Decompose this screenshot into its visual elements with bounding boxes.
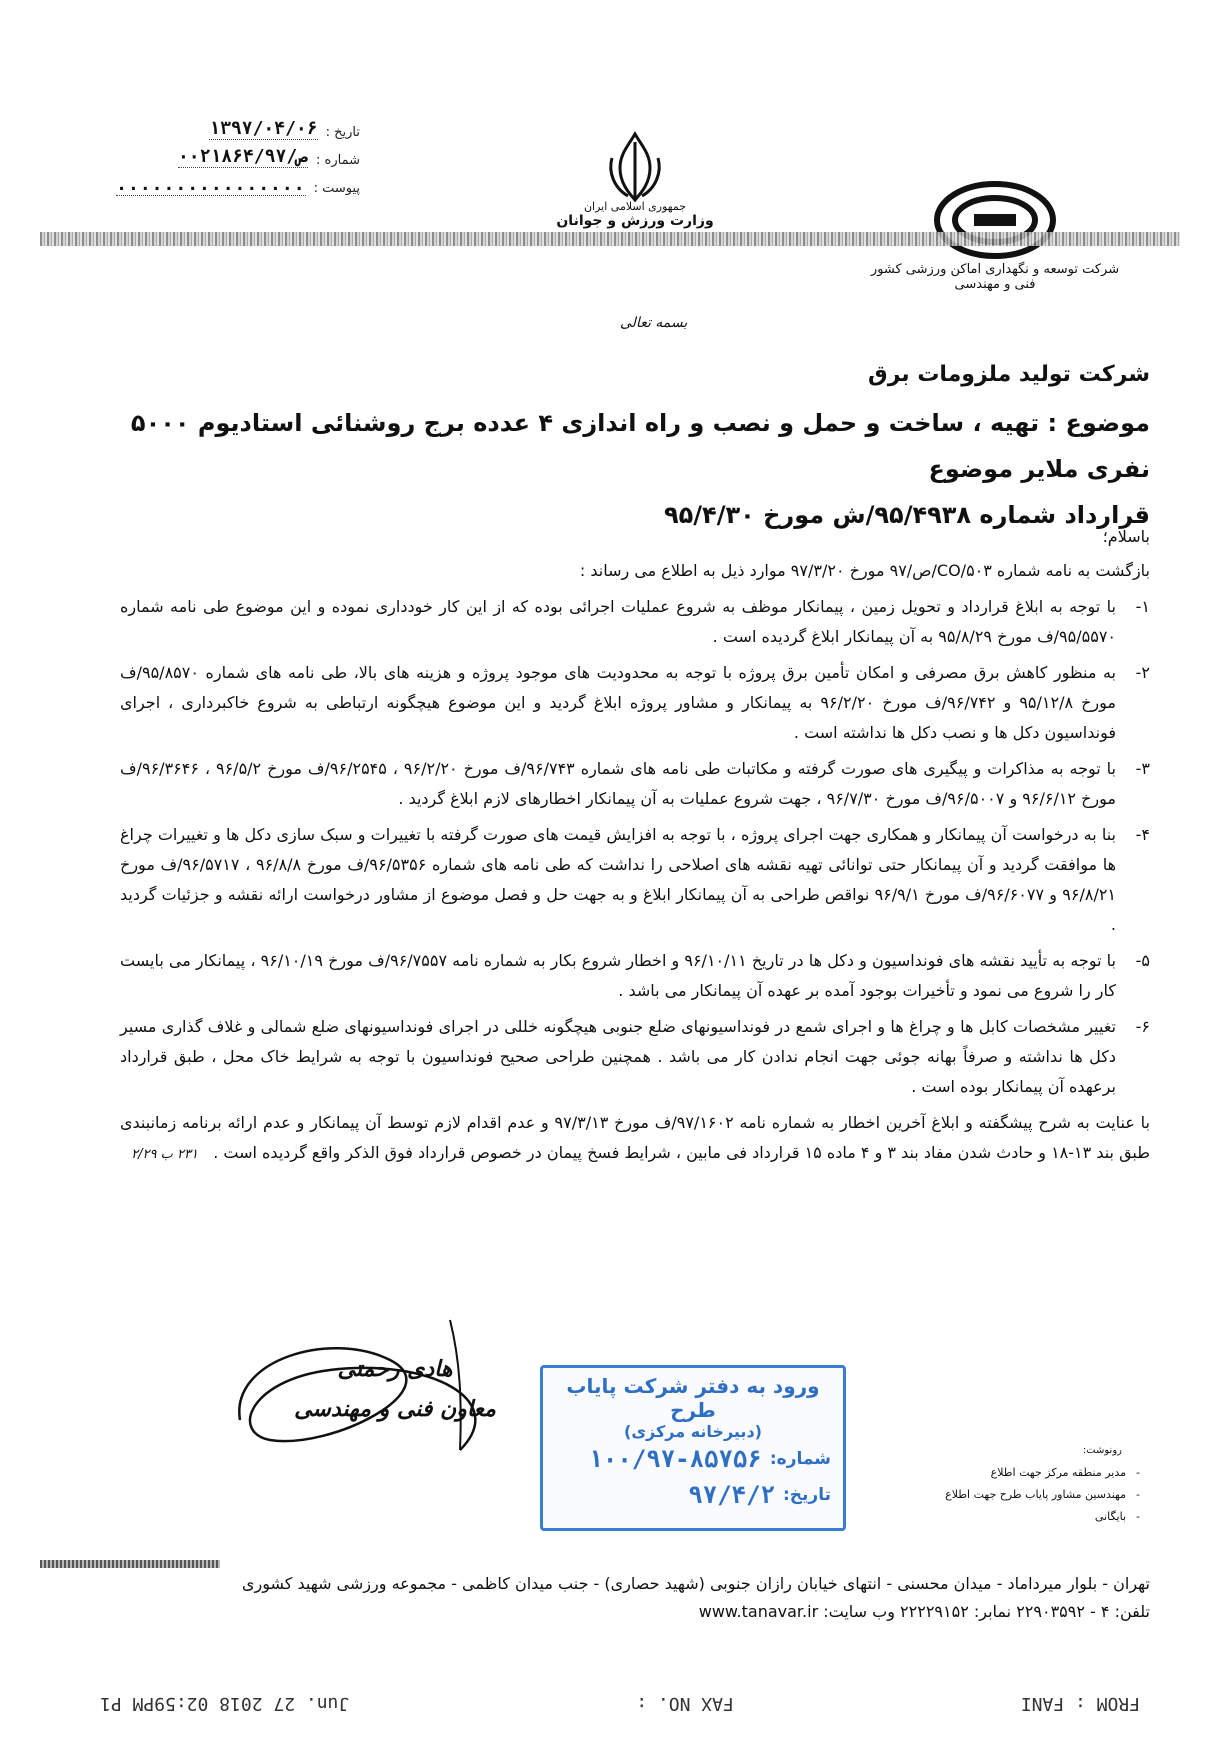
list-item (120, 1012, 1150, 1102)
list-item (120, 658, 1150, 748)
item-number: ۳- (1135, 759, 1150, 778)
item-number: ۲- (1135, 663, 1150, 682)
item-number: ۵- (1135, 951, 1150, 970)
list-item (120, 592, 1150, 652)
cc-item-text: بایگانی (1094, 1510, 1127, 1523)
footer-contact (110, 1598, 1150, 1626)
footer-phone: تلفن: ۴ - ۲۲۹۰۳۵۹۲ نمابر: ۲۲۲۲۹۱۵۲ وب سایت: (823, 1602, 1150, 1621)
company-block (860, 262, 1130, 292)
item-text: به منظور کاهش برق مصرفی و امکان تأمین برق پروژه با توجه به محدودیت های موجود پروژه و هزینه های بالا، طی نامه های شماره ۹۵/۸۵۷۰/ف مورخ ۹۵/۱۲/۸ و ۹۶/۷۴۲/ف مورخ ۹۶/۲/۲۰ به پیمانکار و مشاور پروژه ابلاغ گردید و این موضوع هیچگونه ارتباطی به شروع خاکبرداری ، اجرای فونداسیون دکل ها و نصب دکل ها نداشته است . (120, 663, 1116, 742)
ministry-sub: جمهوری اسلامی ایران (583, 200, 687, 213)
footer (110, 1570, 1150, 1626)
ministry-block (520, 200, 750, 229)
receipt-stamp (540, 1365, 846, 1531)
item-text: با توجه به ابلاغ قرارداد و تحویل زمین ، پیمانکار موظف به شروع عملیات اجرائی بوده که از این کار خودداری نموده و این موضوع طی نامه شماره ۹۵/۵۵۷۰/ف مورخ ۹۵/۸/۲۹ به آن پیمانکار ابلاغ گردیده است . (120, 597, 1116, 646)
stamp-number-row (543, 1441, 843, 1477)
stamp-subtitle: (دبیرخانه مرکزی) (624, 1422, 762, 1441)
list-item (120, 754, 1150, 814)
iran-emblem-icon (590, 128, 680, 208)
company-dept: فنی و مهندسی (954, 277, 1036, 292)
number-value: ۰۰۲۱۸۶۴/۹۷/ص (177, 146, 309, 167)
item-text: بنا به درخواست آن پیمانکار و همکاری جهت اجرای پروژه ، با توجه به افزایش قیمت های صورت گرفته با تغییرات و سبک سازی دکل ها و تغییرات چراغ ها موافقت گردید و آن پیمانکار حتی توانائی تهیه نقشه های اصلاحی را نداشت که طی نامه های شماره ۹۶/۵۳۵۶/ف مورخ ۹۶/۸/۸ ، ۹۶/۵۷۱۷/ف مورخ ۹۶/۸/۲۱ و ۹۶/۶۰۷۷/ف مورخ ۹۶/۹/۱ نواقص طراحی به آن پیمانکار ابلاغ و به جهت حل و فصل موضوع از مشاور درخواست ارائه نقشه و جزئیات گردید . (120, 825, 1117, 934)
items-list (120, 592, 1150, 1102)
closing-paragraph (120, 1108, 1150, 1170)
intro: بازگشت به نامه شماره CO/۵۰۳/ص/۹۷ مورخ ۹۷/۳/۲۰ موارد ذیل به اطلاع می رساند : (579, 561, 1150, 580)
attachment-label: پیوست : (313, 181, 360, 196)
stamp-number-label: شماره: (769, 1449, 831, 1469)
item-number: ۶- (1135, 1017, 1150, 1036)
subject (110, 400, 1150, 538)
cc-item: - مهندسین مشاور پایاب طرح جهت اطلاع (860, 1484, 1140, 1506)
stamp-date-label: تاریخ: (783, 1485, 831, 1505)
handwritten-note: ۲۳۱ ب ۲/۲۹ (131, 1147, 198, 1162)
cc-header: رونوشت: (1082, 1445, 1122, 1456)
footer-address: تهران - بلوار میرداماد - میدان محسنی - انتهای خیابان رازان جنوبی (شهید حصاری) - جنب میدان کاظمی - مجموعه ورزشی شهید کشوری (241, 1574, 1150, 1593)
fax-number: FAX NO. : (636, 1693, 734, 1714)
cc-item: - بایگانی (860, 1506, 1140, 1528)
list-item (120, 820, 1150, 940)
letter-meta (110, 112, 360, 196)
item-text: با توجه به تأیید نقشه های فونداسیون و دکل ها در تاریخ ۹۶/۱۰/۱۱ و اخطار شروع بکار به شماره نامه ۹۶/۷۵۵۷/ف مورخ ۹۶/۱۰/۱۹ ، پیمانکار می بایست کار را شروع می نمود و تأخیرات بوجود آمده بر عهده آن پیمانکار می باشد . (120, 951, 1116, 1000)
attachment-value: ................ (116, 174, 306, 195)
fax-header (100, 1690, 1140, 1714)
item-number: ۱- (1135, 597, 1150, 616)
bismillah: بسمه تعالی (620, 315, 688, 331)
letter-body (120, 522, 1150, 1170)
footer-website[interactable]: www.tanavar.ir (698, 1602, 819, 1621)
company-name: شرکت توسعه و نگهداری اماکن ورزشی کشور (870, 262, 1120, 277)
header-divider (40, 232, 1180, 246)
list-item (120, 946, 1150, 1006)
signature-block (270, 1350, 520, 1430)
fax-from: FROM : FANI (1020, 1693, 1140, 1714)
greeting: باسلام؛ (1102, 527, 1150, 546)
stamp-number-value: ۱۰۰/۹۷-۸۵۷۵۶ (588, 1445, 762, 1473)
closing-text: با عنایت به شرح پیشگفته و ابلاغ آخرین اخطار به شماره نامه ۹۷/۱۶۰۲/ف مورخ ۹۷/۳/۱۳ و عدم اقدام لازم توسط آن پیمانکار و عدم ارائه برنامه زمانبندی طبق بند ۱۳-۱۸ و حادث شدن مفاد بند ۳ و ۴ ماده ۱۵ قرارداد فی مابین ، شرایط فسخ پیمان در خصوص قرارداد فوق الذکر واقع گردیده است . (120, 1113, 1151, 1162)
number-label: شماره : (316, 153, 360, 168)
item-number: ۴- (1135, 825, 1150, 844)
fax-datetime: Jun. 27 2018 02:59PM P1 (100, 1693, 350, 1714)
date-label: تاریخ : (325, 125, 360, 140)
item-text: تغییر مشخصات کابل ها و چراغ ها و اجرای شمع در فونداسیونهای ضلع جنوبی هیچگونه خللی در اجرای فونداسیونهای ضلع شمالی و غلاف گذاری مسیر دکل ها نداشته و صرفاً بهانه جوئی جهت انجام ندادن کار می باشد . همچنین طراحی صحیح فونداسیون با توجه به شرایط خاک محل ، طبق قرارداد برعهده آن پیمانکار بوده است . (120, 1017, 1116, 1096)
item-text: با توجه به مذاکرات و پیگیری های صورت گرفته و مکاتبات طی نامه های شماره ۹۶/۷۴۳/ف مورخ ۹۶/۲/۲۰ ، ۹۶/۲۵۴۵/ف مورخ ۹۶/۵/۲ ، ۹۶/۳۶۴۶/ف مورخ ۹۶/۶/۱۲ و ۹۶/۵۰۰۷/ف مورخ ۹۶/۷/۳۰ ، جهت شروع عملیات به آن پیمانکار اخطارهای لازم ابلاغ گردید . (120, 759, 1116, 808)
stamp-date-value: ۹۷/۴/۲ (688, 1481, 775, 1509)
cc-item-text: مهندسین مشاور پایاب طرح جهت اطلاع (945, 1488, 1127, 1501)
company-logo-icon (930, 180, 1060, 260)
stamp-title: ورود به دفتر شرکت پایاب طرح (566, 1374, 820, 1422)
date-value: ۱۳۹۷/۰۴/۰۶ (209, 118, 318, 139)
footer-divider (40, 1560, 220, 1568)
ministry-name: وزارت ورزش و جوانان (556, 213, 714, 229)
subject-line-1: موضوع : تهیه ، ساخت و حمل و نصب و راه اندازی ۴ عدده برج روشنائی استادیوم ۵۰۰۰ نفری ملایر موضوع (130, 409, 1150, 483)
cc-item-text: مدیر منطقه مرکز جهت اطلاع (990, 1466, 1127, 1479)
signer-title: معاون فنی و مهندسی (294, 1397, 496, 1422)
cc-item: - مدیر منطقه مرکز جهت اطلاع (860, 1462, 1140, 1484)
recipient: شرکت تولید ملزومات برق (868, 362, 1150, 387)
cc-list (860, 1440, 1140, 1528)
stamp-date-row (543, 1477, 843, 1513)
signer-name: هادی رحمتی (337, 1357, 453, 1382)
subject-line-2: قرارداد شماره ۹۵/۴۹۳۸/ش مورخ ۹۵/۴/۳۰ (663, 501, 1150, 529)
